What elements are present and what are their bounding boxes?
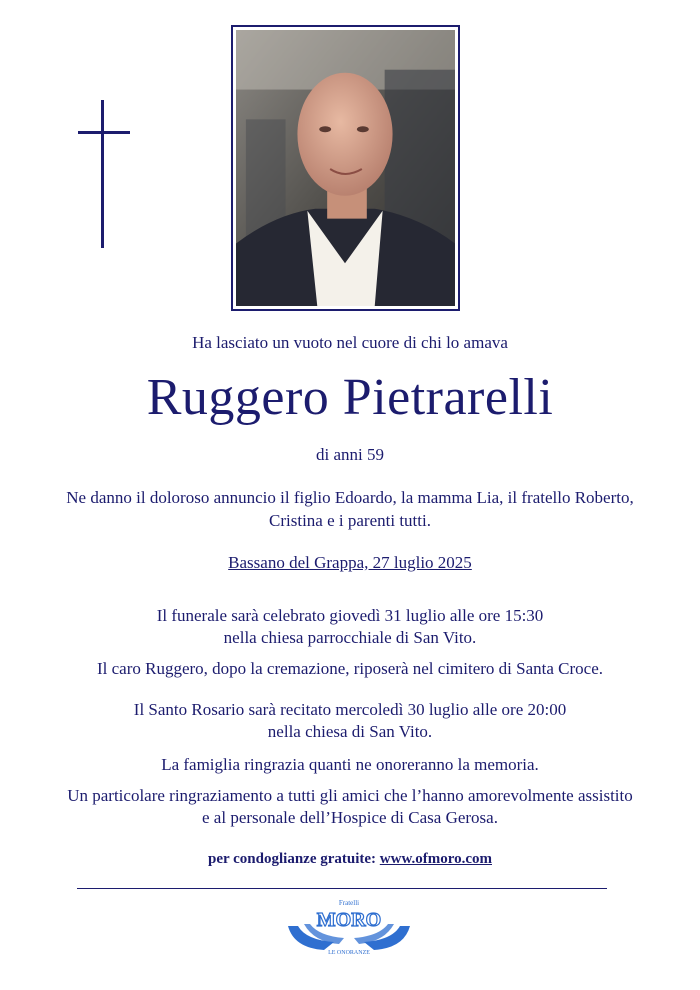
rosary-info — [0, 699, 700, 743]
special-thanks-line: e al personale dell’Hospice di Casa Gerosa. — [202, 808, 498, 827]
portrait-photo — [231, 25, 460, 311]
age: di anni 59 — [316, 445, 384, 464]
rosary-line: Il Santo Rosario sarà recitato mercoledì 30 luglio alle ore 20:00 — [133, 700, 567, 719]
funeral-home-logo — [284, 896, 414, 956]
logo-bottom-text: LE ONORANZE — [328, 950, 370, 956]
funeral-info — [0, 605, 700, 649]
logo-top-text: Fratelli — [338, 899, 360, 907]
condolences — [0, 851, 700, 868]
funeral-line: nella chiesa parrocchiale di San Vito. — [223, 628, 477, 647]
funeral-line: Il funerale sarà celebrato giovedì 31 luglio alle ore 15:30 — [156, 606, 544, 625]
special-thanks-line: Un particolare ringraziamento a tutti gli amici che l’hanno amorevolmente assistito — [67, 786, 633, 805]
burial-info: Il caro Ruggero, dopo la cremazione, riposerà nel cimitero di Santa Croce. — [96, 659, 604, 678]
announcement-line: Ne danno il doloroso annuncio il figlio Edoardo, la mamma Lia, il fratello Roberto, — [66, 488, 634, 507]
deceased-name: Ruggero Pietrarelli — [146, 369, 554, 426]
portrait-image — [236, 30, 455, 306]
special-thanks — [0, 785, 700, 829]
announcement — [20, 486, 680, 532]
condolences-label: per condoglianze gratuite: — [208, 851, 377, 867]
place-date-text: Bassano del Grappa, 27 luglio 2025 — [228, 553, 472, 572]
announcement-line: Cristina e i parenti tutti. — [269, 511, 431, 530]
divider — [77, 888, 607, 889]
place-date — [0, 553, 700, 573]
rosary-line: nella chiesa di San Vito. — [267, 722, 433, 741]
condolences-link[interactable]: www.ofmoro.com — [379, 851, 492, 867]
logo-main-text: MORO — [316, 909, 382, 931]
cross-icon — [78, 100, 130, 248]
subtitle: Ha lasciato un vuoto nel cuore di chi lo amava — [192, 333, 508, 352]
thanks-text: La famiglia ringrazia quanti ne onoreranno la memoria. — [161, 755, 539, 774]
